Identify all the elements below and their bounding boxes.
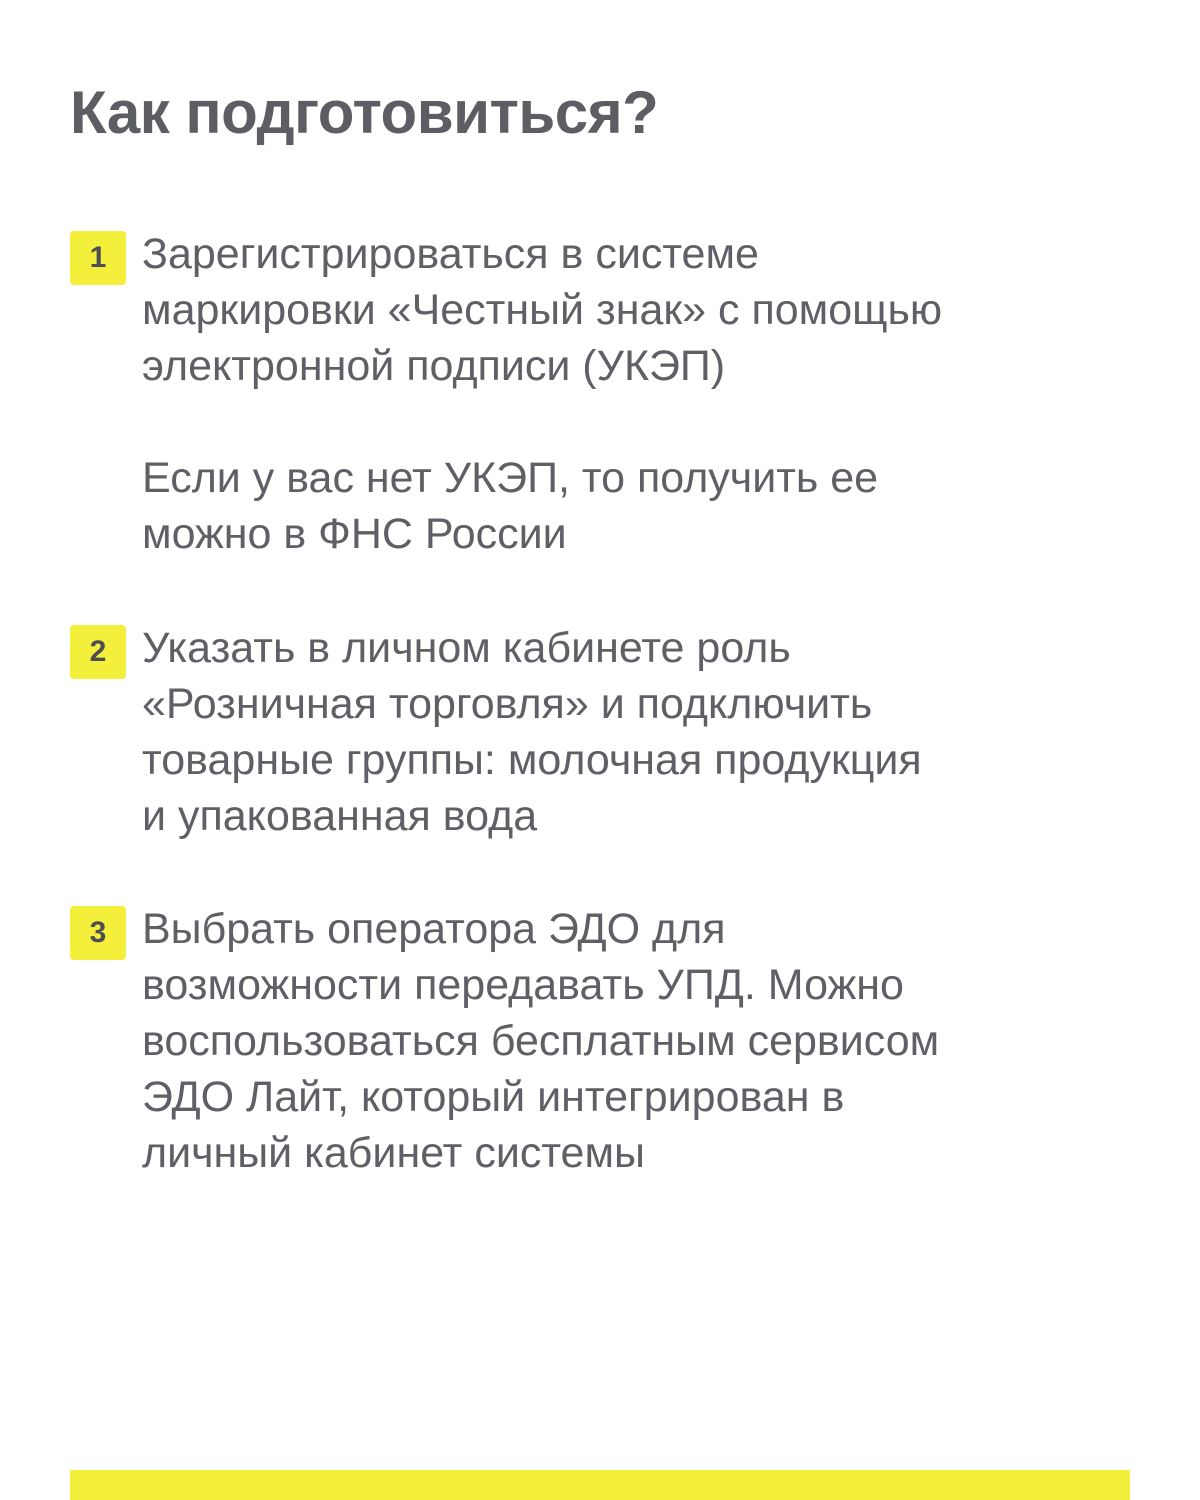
step-paragraph xyxy=(142,620,1142,844)
text-line: можно в ФНС России xyxy=(142,510,567,558)
accent-bar xyxy=(70,1470,1130,1500)
text-line: электронной подписи (УКЭП) xyxy=(142,342,726,390)
text-line: товарные группы: молочная продукция xyxy=(142,736,922,784)
step-text xyxy=(142,901,1142,1181)
step-number-badge: 2 xyxy=(70,625,126,679)
text-line: маркировки «Честный знак» с помощью xyxy=(142,286,943,334)
step-paragraph xyxy=(142,226,1142,394)
text-line: «Розничная торговля» и подключить xyxy=(142,680,873,728)
text-line: ЭДО Лайт, который интегрирован в xyxy=(142,1073,845,1121)
text-line: Если у вас нет УКЭП, то получить ее xyxy=(142,454,879,502)
text-line: Выбрать оператора ЭДО для xyxy=(142,905,726,953)
step-text xyxy=(142,620,1142,844)
step-paragraph xyxy=(142,450,1142,562)
page-title: Как подготовиться? xyxy=(70,79,659,146)
text-line: воспользоваться бесплатным сервисом xyxy=(142,1017,940,1065)
step-number-badge: 3 xyxy=(70,906,126,960)
step-paragraph xyxy=(142,901,1142,1181)
text-line: личный кабинет системы xyxy=(142,1129,645,1177)
step-text xyxy=(142,226,1142,562)
text-line: и упакованная вода xyxy=(142,792,538,840)
text-line: Зарегистрироваться в системе xyxy=(142,230,759,278)
step-number-badge: 1 xyxy=(70,231,126,285)
text-line: Указать в личном кабинете роль xyxy=(142,624,791,672)
text-line: возможности передавать УПД. Можно xyxy=(142,961,904,1009)
